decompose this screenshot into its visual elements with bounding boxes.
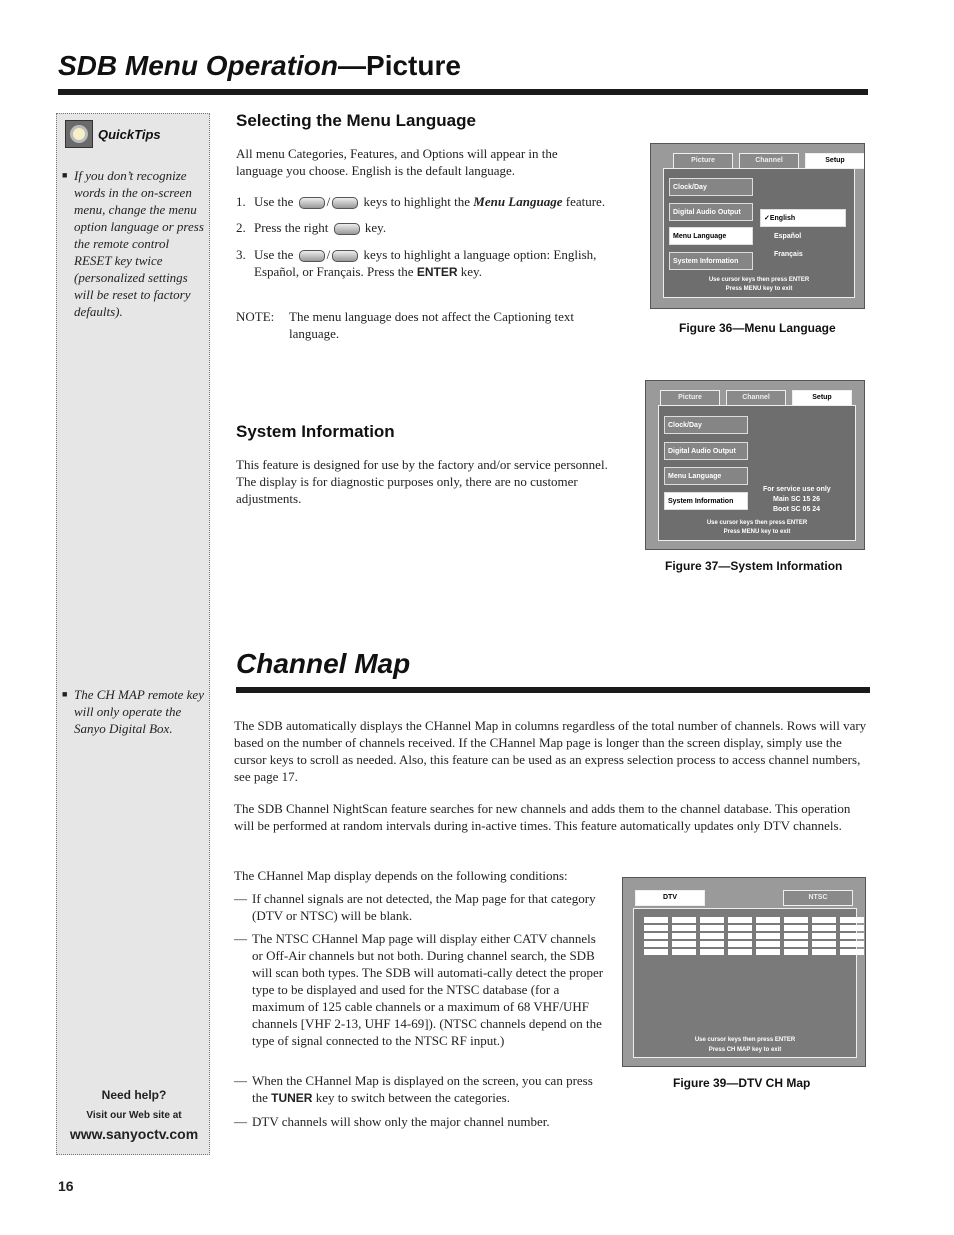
chmap-cell [840,917,864,923]
chmap-cell [840,949,864,955]
figure-39-dtv-ch-map [622,877,866,1067]
menu-language-step-1 [236,193,631,210]
osd-hint-enter: Use cursor keys then press ENTER [708,277,810,283]
step-text: keys to highlight the [363,194,471,209]
osd-tab-picture: Picture [660,390,720,406]
chmap-cell [784,933,808,939]
step-text: Press the right [254,220,329,235]
condition-item-4 [234,1113,606,1130]
condition-item-3 [234,1072,606,1107]
menu-language-step-3 [236,246,631,281]
page-title-rest: —Picture [338,50,461,81]
osd-item-system-info: System Information [664,492,748,510]
chmap-cell [784,949,808,955]
step-text: Use the [254,194,294,209]
chmap-cell [784,917,808,923]
condition-item-1 [234,890,606,924]
osd-item-audio: Digital Audio Output [669,203,753,221]
quicktips-header [65,120,161,148]
chmap-cell [644,917,668,923]
figure-36-menu-language [650,143,865,309]
osd-item-clock: Clock/Day [664,416,748,434]
website-link[interactable]: www.sanyoctv.com [69,1126,199,1142]
osd-service-label: For service use only [763,486,831,493]
osd-lang-english: ✓English [760,209,846,227]
chmap-cell [672,941,696,947]
osd-item-audio: Digital Audio Output [664,442,748,460]
chmap-cell [812,917,836,923]
osd-hint-enter: Use cursor keys then press ENTER [706,520,808,526]
note-label: NOTE: [236,309,275,324]
step-number: 3. [236,247,246,262]
channel-map-rule [236,687,870,693]
chmap-cell [840,933,864,939]
page-number: 16 [58,1178,74,1194]
menu-language-heading: Selecting the Menu Language [236,111,476,130]
channel-map-paragraph-2: The SDB Channel NightScan feature searches for new channels and adds them to the channel database. This operation will be performed at random intervals during in-active times. This feature automatically updates only DTV channels. [234,801,851,833]
chmap-cell [728,917,752,923]
chmap-hint-enter: Use cursor keys then press ENTER [694,1037,796,1043]
osd-hint-exit: Press MENU key to exit [725,286,793,292]
chmap-cell [700,933,724,939]
system-info-heading: System Information [236,422,395,441]
figure-39-caption: Figure 39—DTV CH Map [673,1076,811,1090]
osd-boot-version: Boot SC 05 24 [773,506,821,513]
quicktip-language [62,167,204,320]
right-key-icon [334,223,360,235]
page-title-italic: SDB Menu Operation [58,50,339,81]
quicktip-chmap [62,686,204,737]
chmap-cell [644,941,668,947]
chmap-tab-ntsc: NTSC [783,890,853,906]
osd-item-menu-language: Menu Language [664,467,748,485]
up-key-icon [299,197,325,209]
chmap-cell [728,925,752,931]
system-info-text: This feature is designed for use by the factory and/or service personnel. The display is for diagnostic purposes only, there are no customer adjustments. [236,457,608,506]
osd-tab-picture: Picture [673,153,733,169]
chmap-cell [700,949,724,955]
step-emphasis: Menu Language [473,194,563,209]
figure-36-caption: Figure 36—Menu Language [679,321,836,335]
need-help-title: Need help? [101,1088,167,1102]
down-key-icon [332,197,358,209]
enter-key-label: ENTER [416,265,458,279]
dash-mark: — [234,931,247,946]
step-number: 2. [236,220,246,235]
chmap-cell [812,933,836,939]
osd-panel [663,168,855,298]
chmap-cell [784,941,808,947]
menu-language-intro: All menu Categories, Features, and Options will appear in the language you choose. English is the default language. [236,146,558,178]
condition-text: key to switch between the categories. [315,1090,510,1105]
chmap-cell [756,917,780,923]
chmap-cell [700,925,724,931]
dash-mark: — [234,1114,247,1129]
quicktips-label: QuickTips [98,126,161,142]
chmap-cell [728,949,752,955]
osd-item-system-info: System Information [669,252,753,270]
condition-text: If channel signals are not detected, the Map page for that category (DTV or NTSC) will be blank. [252,891,596,923]
figure-37-system-info [645,380,865,550]
chmap-cell [756,941,780,947]
chmap-cell [756,949,780,955]
channel-map-paragraph-1: The SDB automatically displays the CHannel Map in columns regardless of the total number of channels. Rows will vary based on the number of channels received. If the CHannel Map page is longer than the screen display, simply use the cursor keys to scroll as needed. Also, this feature can be used as an express selection process to access channel numbers, see page 17. [234,718,867,784]
chmap-cell [840,925,864,931]
chmap-cell [812,949,836,955]
step-text: feature. [565,194,606,209]
channel-map-title: Channel Map [236,648,411,679]
chmap-cell [700,917,724,923]
chmap-cell [728,933,752,939]
chmap-hint-exit: Press CH MAP key to exit [708,1047,782,1053]
down-key-icon [332,250,358,262]
chmap-cell [700,941,724,947]
quicktips-sidebar [56,113,210,1155]
title-rule [58,89,868,95]
osd-panel [658,405,856,541]
chmap-cell [812,925,836,931]
note-text: The menu language does not affect the Captioning text language. [289,309,574,341]
step-text: Use the [254,247,294,262]
osd-tab-channel: Channel [739,153,799,169]
chmap-cell [784,925,808,931]
condition-text: When the CHannel Map is displayed on the screen, you can press the [252,1073,593,1105]
quicktip-text: If you don’t recognize words in the on-screen menu, change the menu option language or press the remote control RESET key twice (personalized settings will be reset to factory defaults). [74,168,204,319]
osd-item-clock: Clock/Day [669,178,753,196]
lightbulb-icon [65,120,93,148]
page-title [58,50,461,82]
menu-language-step-2 [236,219,631,236]
chmap-cell [756,925,780,931]
osd-lang-francais: Français [774,251,803,258]
bullet-icon: ■ [62,689,68,699]
step-text: key. [364,220,387,235]
chmap-cell [840,941,864,947]
dash-mark: — [234,1073,247,1088]
step-slash: / [326,247,331,262]
step-slash: / [326,194,331,209]
chmap-cell [812,941,836,947]
chmap-cell [672,949,696,955]
figure-37-caption: Figure 37—System Information [665,559,843,573]
condition-item-2 [234,930,606,1049]
chmap-cell [672,917,696,923]
chmap-grid [644,917,864,955]
chmap-cell [756,933,780,939]
tuner-key-label: TUNER [271,1091,313,1105]
osd-tab-channel: Channel [726,390,786,406]
condition-text: DTV channels will show only the major channel number. [252,1114,550,1129]
chmap-tab-dtv: DTV [635,890,705,906]
osd-item-menu-language: Menu Language [669,227,753,245]
dash-mark: — [234,891,247,906]
osd-tab-setup: Setup [792,390,852,406]
chmap-cell [644,933,668,939]
osd-tab-setup: Setup [805,153,865,169]
osd-lang-espanol: Español [774,233,802,240]
chmap-cell [728,941,752,947]
chmap-cell [672,933,696,939]
chmap-cell [644,949,668,955]
chmap-panel [633,908,857,1058]
osd-main-version: Main SC 15 26 [773,496,821,503]
quicktip-text: The CH MAP remote key will only operate the Sanyo Digital Box. [74,687,204,736]
channel-map-paragraph-3: The CHannel Map display depends on the following conditions: [234,868,568,883]
up-key-icon [299,250,325,262]
condition-text: The NTSC CHannel Map page will display either CATV channels or Off-Air channels but not both. During channel search, the SDB will scan both types. The SDB will automati-cally detect the proper type to be displayed and used for the NTSC database (for a maximum of 125 cable channels or a maximum of 68 VHF/UHF channels [VHF 2-13, UHF 14-69]). (NTSC channels depend on the type of signal connected to the NTSC RF input.) [252,931,604,1048]
step-text: key. [460,264,482,279]
step-text: keys to highlight a language option: English, Español, or Français. Press the [254,247,597,279]
chmap-cell [672,925,696,931]
bullet-icon: ■ [62,170,68,180]
osd-hint-exit: Press MENU key to exit [723,529,791,535]
step-number: 1. [236,194,246,209]
chmap-cell [644,925,668,931]
need-help-sub: Visit our Web site at [86,1110,182,1121]
